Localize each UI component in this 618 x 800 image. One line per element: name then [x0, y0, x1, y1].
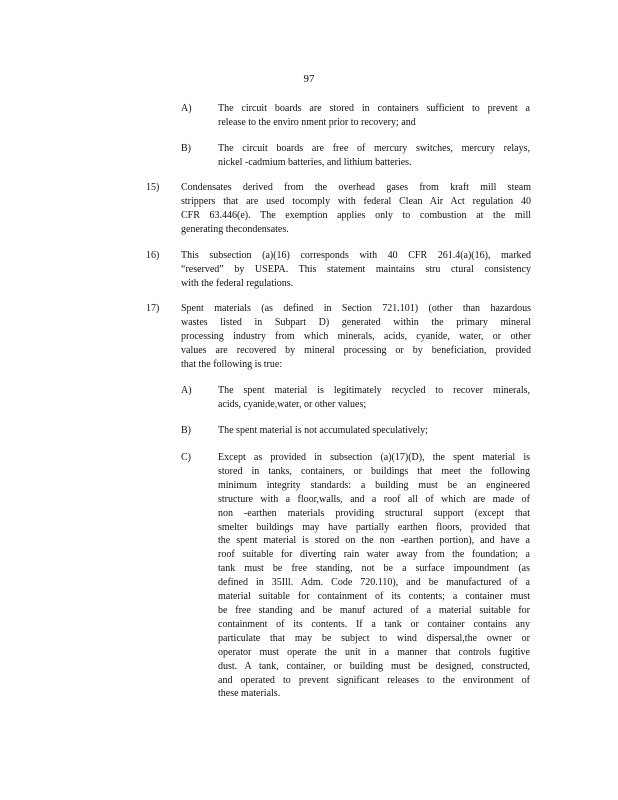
text-line: This subsection (a)(16) corresponds with 40 CFR 261.4(a)(16), marked: [181, 250, 531, 261]
text-line: values are recovered by mineral processing or by beneficiation, provided: [181, 344, 531, 356]
text-line: defined in 35Ill. Adm. Code 720.110), and be manufactured of a: [218, 577, 530, 589]
text-line: and operated to prevent significant releases to the environment of: [218, 674, 530, 686]
text-line: The circuit boards are stored in containers sufficient to prevent a: [218, 103, 530, 114]
text-line: Spent materials (as defined in Section 721.101) (other than hazardous: [181, 303, 531, 314]
text-line: roof suitable for diverting rain water away from the foundation; a: [218, 549, 530, 561]
text-line: particulate that may be subject to wind dispersal,the owner or: [218, 632, 530, 644]
item-text: [218, 384, 530, 412]
text-line: processing industry from which minerals, acids, cyanide, water, or other: [181, 330, 531, 342]
text-line: containment of its contents. If a tank or container contains any: [218, 618, 530, 630]
text-line: structure with a floor,walls, and a roof all of which are made of: [218, 493, 530, 505]
text-line: The circuit boards are free of mercury switches, mercury relays,: [218, 143, 530, 154]
text-line: tank must be free standing, not be a surface impoundment (as: [218, 563, 530, 575]
text-line: “reserved” by USEPA. This statement maintains stru ctural consistency: [181, 263, 531, 275]
item-text: [218, 142, 530, 170]
text-line: these materials.: [218, 688, 281, 700]
text-line: operator must operate the unit in a manner that controls fugitive: [218, 646, 530, 658]
item-text: [181, 249, 531, 291]
item-marker: A): [181, 103, 192, 114]
text-line: The spent material is legitimately recycled to recover minerals,: [218, 385, 530, 396]
text-line: strippers that are used tocomply with federal Clean Air Act regulation 40: [181, 195, 531, 207]
text-line: The spent material is not accumulated speculatively;: [218, 425, 428, 436]
item-marker: 17): [146, 303, 160, 314]
text-line: nickel -cadmium batteries, and lithium batteries.: [218, 156, 412, 168]
text-line: non -earthen materials providing structural support (except that: [218, 507, 530, 519]
item-marker: B): [181, 425, 191, 436]
text-line: the spent material is stored on the non -earthen portion), and have a: [218, 535, 530, 547]
text-line: dust. A tank, container, or building must be designed, constructed,: [218, 660, 530, 672]
item-text: [218, 451, 530, 701]
text-line: generating thecondensates.: [181, 223, 289, 235]
text-line: Except as provided in subsection (a)(17)(D), the spent material is: [218, 452, 530, 463]
item-marker: A): [181, 385, 192, 396]
item-marker: C): [181, 452, 191, 463]
item-text: [218, 102, 530, 130]
text-line: release to the enviro nment prior to recovery; and: [218, 116, 416, 128]
item-text: [181, 302, 531, 372]
page-number: 97: [303, 73, 315, 85]
text-line: that the following is true:: [181, 358, 283, 370]
text-line: wastes listed in Subpart D) generated within the primary mineral: [181, 316, 531, 328]
text-line: smelter buildings may have partially earthen floors, provided that: [218, 521, 530, 533]
text-line: with the federal regulations.: [181, 277, 294, 289]
text-line: CFR 63.446(e). The exemption applies only to combustion at the mill: [181, 209, 531, 221]
text-line: minimum integrity standards: a building must be an engineered: [218, 479, 530, 491]
item-marker: B): [181, 143, 191, 154]
text-line: material suitable for containment of its contents; a container must: [218, 591, 530, 603]
item-marker: 16): [146, 250, 160, 261]
text-line: be free standing and be manuf actured of a material suitable for: [218, 604, 530, 616]
text-line: Condensates derived from the overhead gases from kraft mill steam: [181, 182, 531, 193]
item-text: [181, 181, 531, 237]
item-marker: 15): [146, 182, 160, 193]
text-line: stored in tanks, containers, or buildings that meet the following: [218, 465, 530, 477]
item-text: [218, 424, 530, 438]
text-line: acids, cyanide,water, or other values;: [218, 398, 367, 410]
